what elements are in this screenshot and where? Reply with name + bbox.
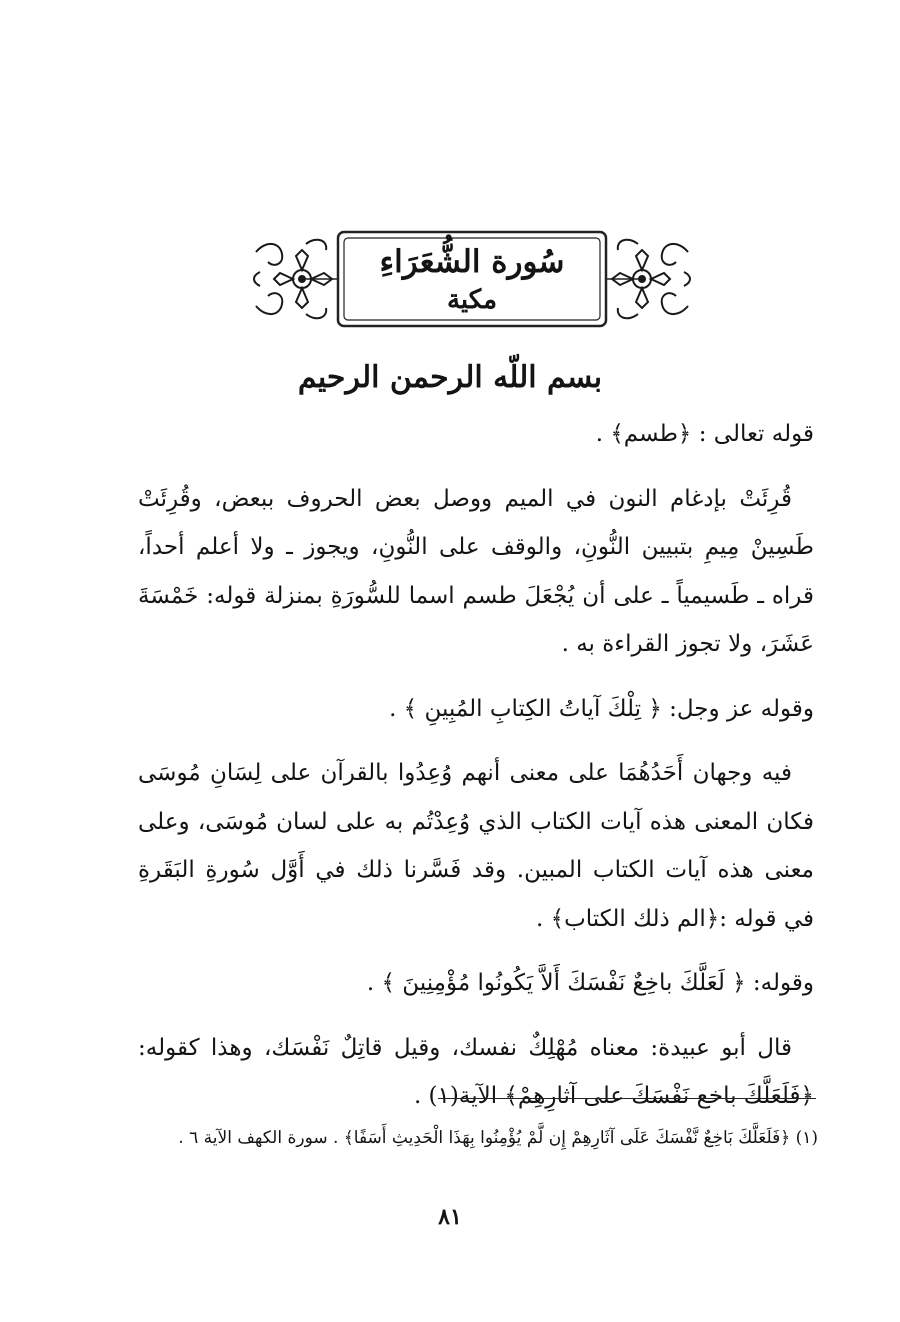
floral-ornament-left-icon (246, 232, 338, 326)
surah-type-label: مكية (446, 285, 498, 315)
basmala: بسم اللّه الرحمن الرحيم (297, 360, 603, 395)
surah-title-block (341, 234, 603, 322)
surah-header-cartouche (246, 228, 698, 330)
main-text (138, 410, 814, 1121)
surah-title: سُورة الشُّعَرَاءِ (379, 244, 565, 280)
floral-ornament-right-icon (606, 232, 698, 326)
footnote-divider (438, 1098, 816, 1099)
paragraph-4: فيه وجهان أَحَدُهُمَا على معنى أنهم وُعِدُوا بالقرآن على لِسَانِ مُوسَى فكان المعنى هذه آيات الكتاب الذي وُعِدْتُم به على لسان مُوسَى، وعلى معنى هذه آيات الكتاب المبين. وقد فَسَّرنا ذلك في أَوَّل سُورةِ البَقَرةِ في قوله :﴿الم ذلك الكتاب﴾ . (138, 760, 814, 932)
paragraph-5: وقوله: ﴿ لَعَلَّكَ باخِعٌ نَفْسَكَ أَلاَّ يَكُونُوا مُؤْمِنِينَ ﴾ . (366, 970, 814, 996)
paragraph-3: وقوله عز وجل: ﴿ تِلْكَ آياتُ الكِتابِ المُبِينِ ﴾ . (389, 695, 814, 722)
paragraph-1: قوله تعالى : ﴿طسم﴾ . (595, 421, 814, 447)
footnote: (١) ﴿فَلَعَلَّكَ بَاخِعٌ نَّفْسَكَ عَلَى آثَارِهِمْ إِن لَّمْ يُؤْمِنُوا بِهَذَا الْحَدِيثِ أَسَفًا﴾ . سورة الكهف الآية ٦ . (178, 1128, 818, 1148)
paragraph-6: قال أبو عبيدة: معناه مُهْلِكٌ نفسك، وقيل قاتِلٌ نَفْسَك، وهذا كقوله: ﴿فَلَعَلَّكَ باخع نَفْسَكَ على آثارِهِمْ﴾ الآية(١) . (138, 1034, 814, 1109)
paragraph-2: قُرِئَتْ بإدغام النون في الميم ووصل بعض الحروف ببعض، وقُرِئَتْ طَسِينْ مِيمِ بتبيين النُّونِ، والوقف على النُّونِ، ويجوز ـ ولا أعلم أحداً، قراه ـ طَسيمياً ـ على أن يُجْعَلَ طسم اسما للسُّورَةِ بمنزلة قوله: خَمْسَةَ عَشَرَ، ولا تجوز القراءة به . (138, 485, 814, 657)
page-number: ٨١ (438, 1204, 462, 1230)
